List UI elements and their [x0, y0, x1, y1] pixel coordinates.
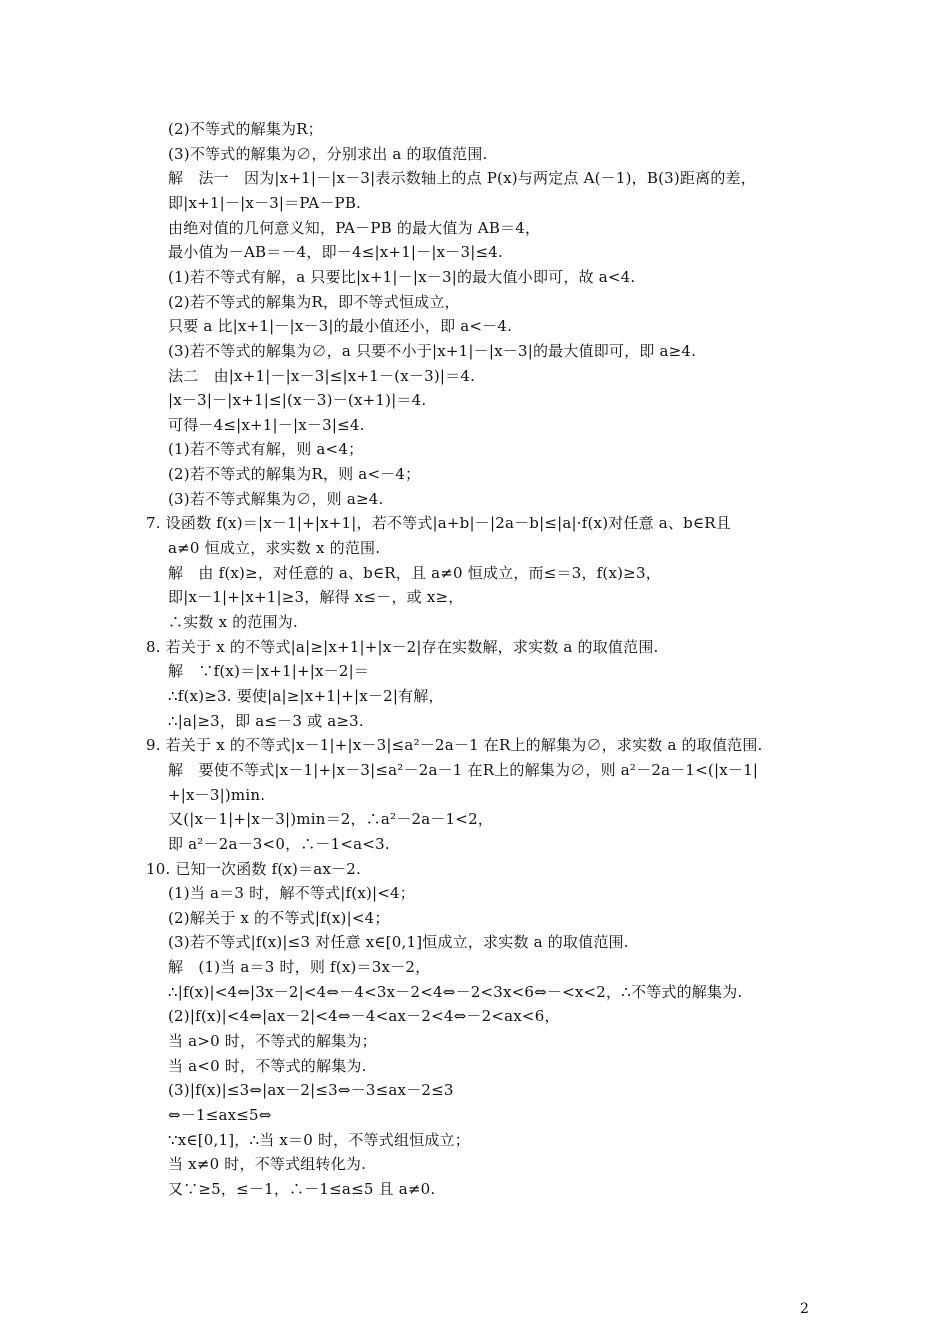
- text-line: 7. 设函数 f(x)＝|x－1|+|x+1|，若不等式|a+b|－|2a－b|≤|a|·f(x)对任意 a、b∈R且: [146, 514, 731, 533]
- text-line: 只要 a 比|x+1|－|x－3|的最小值还小，即 a<－4.: [168, 317, 513, 336]
- text-line: 当 a>0 时，不等式的解集为；: [168, 1032, 377, 1051]
- text-line: ∵x∈[0,1]，∴当 x＝0 时，不等式组恒成立；: [168, 1130, 470, 1149]
- text-line: |x－3|－|x+1|≤|(x－3)－(x+1)|＝4.: [168, 391, 427, 410]
- text-line: 即 a²－2a－3<0，∴－1<a<3.: [168, 834, 390, 853]
- text-line: 当 a<0 时，不等式的解集为.: [168, 1056, 367, 1075]
- text-line: (3)不等式的解集为∅，分别求出 a 的取值范围.: [168, 144, 488, 163]
- text-line: 解 (1)当 a＝3 时，则 f(x)＝3x－2，: [168, 958, 431, 977]
- text-line: (2)若不等式的解集为R，即不等式恒成立，: [168, 292, 460, 311]
- text-line: 10. 已知一次函数 f(x)＝ax－2.: [146, 859, 362, 878]
- text-line: ∴|a|≥3，即 a≤－3 或 a≥3.: [168, 711, 364, 730]
- text-line: ∴实数 x 的范围为.: [168, 613, 298, 631]
- text-line: 解 要使不等式|x－1|+|x－3|≤a²－2a－1 在R上的解集为∅，则 a²－2a－1<(|x－1|: [168, 760, 759, 779]
- text-line: 法二 由|x+1|－|x－3|≤|x+1－(x－3)|＝4.: [168, 366, 476, 385]
- text-line: ∴|f(x)|<4⇔|3x－2|<4⇔－4<3x－2<4⇔－2<3x<6⇔－<x<2，∴不等式的解集为.: [168, 982, 743, 1001]
- text-line: a≠0 恒成立，求实数 x 的范围.: [168, 539, 381, 558]
- text-line: (3)若不等式的解集为∅，a 只要不小于|x+1|－|x－3|的最大值即可，即 a≥4.: [168, 341, 697, 360]
- text-line: 由绝对值的几何意义知，PA－PB 的最大值为 AB＝4，: [168, 218, 541, 237]
- text-line: 解 ∵f(x)＝|x+1|+|x－2|＝: [168, 662, 370, 681]
- text-line: 可得－4≤|x+1|－|x－3|≤4.: [168, 415, 365, 434]
- text-line: 解 由 f(x)≥，对任意的 a、b∈R，且 a≠0 恒成立，而≤＝3，f(x)≥3，: [168, 563, 661, 582]
- text-line: (2)解关于 x 的不等式|f(x)|<4；: [168, 908, 390, 927]
- text-line: (3)|f(x)|≤3⇔|ax－2|≤3⇔－3≤ax－2≤3: [168, 1081, 454, 1100]
- text-line: ∴f(x)≥3. 要使|a|≥|x+1|+|x－2|有解，: [168, 686, 444, 705]
- text-line: 即|x+1|－|x－3|＝PA－PB.: [168, 193, 362, 212]
- text-line: 最小值为－AB＝－4，即－4≤|x+1|－|x－3|≤4.: [168, 243, 503, 262]
- text-line: +|x－3|)min.: [168, 785, 266, 804]
- text-line: 当 x≠0 时，不等式组转化为.: [168, 1155, 367, 1174]
- page-number: 2: [800, 1301, 809, 1317]
- text-line: (3)若不等式解集为∅，则 a≥4.: [168, 489, 384, 508]
- text-line: 解 法一 因为|x+1|－|x－3|表示数轴上的点 P(x)与两定点 A(－1)，B(3)距离的差，: [168, 169, 756, 188]
- text-line: 9. 若关于 x 的不等式|x－1|+|x－3|≤a²－2a－1 在R上的解集为∅，求实数 a 的取值范围.: [146, 736, 763, 755]
- text-line: 即|x－1|+|x+1|≥3，解得 x≤－，或 x≥，: [168, 588, 464, 607]
- text-line: (1)若不等式有解，a 只要比|x+1|－|x－3|的最大值小即可，故 a<4.: [168, 267, 636, 286]
- text-line: 又∵≥5，≤－1，∴－1≤a≤5 且 a≠0.: [168, 1179, 436, 1198]
- text-line: 又(|x－1|+|x－3|)min＝2，∴a²－2a－1<2，: [168, 810, 494, 829]
- text-line: (2)若不等式的解集为R，则 a<－4；: [168, 465, 421, 484]
- text-line: (1)当 a＝3 时，解不等式|f(x)|<4；: [168, 884, 416, 903]
- text-line: ⇔－1≤ax≤5⇔: [168, 1106, 272, 1124]
- text-line: 8. 若关于 x 的不等式|a|≥|x+1|+|x－2|存在实数解，求实数 a 的取值范围.: [146, 637, 659, 656]
- text-line: (2)不等式的解集为R；: [168, 120, 323, 138]
- text-line: (2)|f(x)|<4⇔|ax－2|<4⇔－4<ax－2<4⇔－2<ax<6，: [168, 1007, 560, 1026]
- text-line: (1)若不等式有解，则 a<4；: [168, 440, 364, 459]
- text-line: (3)若不等式|f(x)|≤3 对任意 x∈[0,1]恒成立，求实数 a 的取值范围.: [168, 933, 629, 952]
